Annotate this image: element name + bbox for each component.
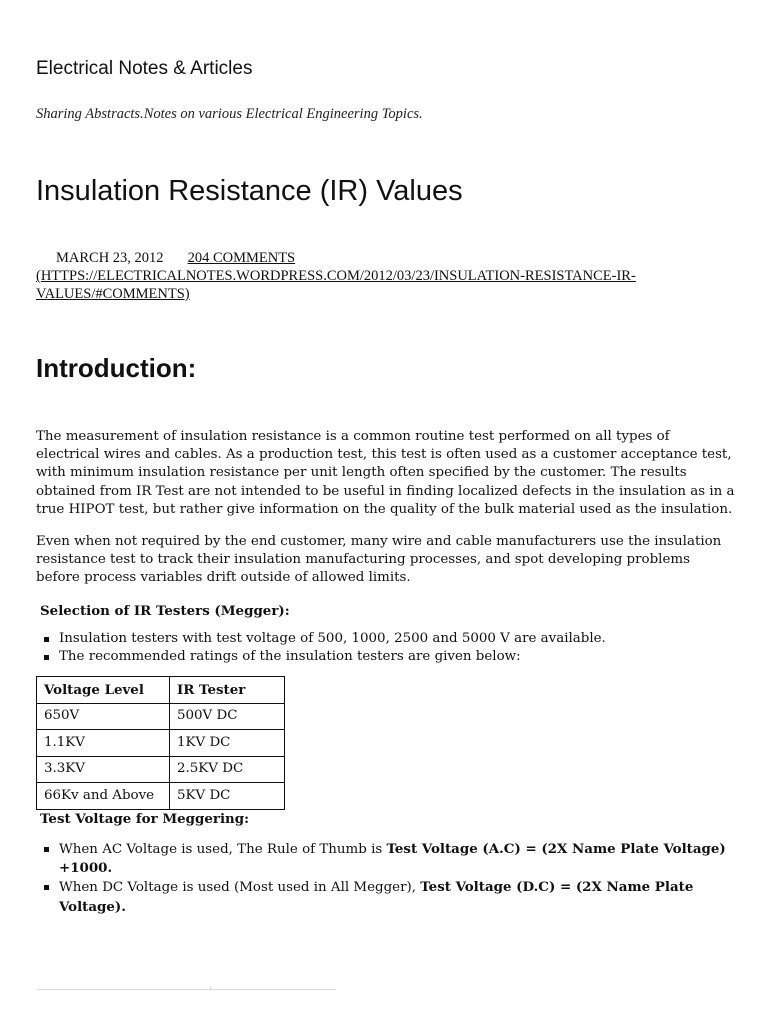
post-meta — [36, 249, 726, 303]
table-row — [37, 783, 285, 810]
table-cell: 3.3KV — [37, 756, 170, 783]
table-cell: 5KV DC — [170, 783, 285, 810]
table-cell: 1KV DC — [170, 730, 285, 757]
test-voltage-heading: Test Voltage for Meggering: — [40, 810, 250, 827]
list-item-formula: Test Voltage (D.C) = (2X Name Plate Voltage). — [59, 879, 694, 915]
list-item-text: When AC Voltage is used, The Rule of Thumb is — [59, 841, 387, 857]
test-voltage-list — [36, 840, 736, 917]
article-body — [36, 428, 736, 927]
intro-paragraph-1: The measurement of insulation resistance is a common routine test performed on all types of electrical wires and cables. As a production test, this test is often used as a customer acceptance test, with minimum insulation resistance per unit length often specified by the customer. The results obtained from IR Test are not intended to be useful in finding localized defects in the insulation as in a true HIPOT test, but rather give information on the quality of the bulk material used as the insulation. — [36, 429, 735, 517]
ir-tester-table — [36, 676, 285, 810]
table-row — [37, 756, 285, 783]
divider-tick — [210, 986, 211, 991]
column-header-ir-tester: IR Tester — [170, 677, 285, 704]
selection-list — [36, 630, 736, 666]
table-cell: 500V DC — [170, 703, 285, 730]
list-item — [59, 840, 736, 878]
table-row — [37, 703, 285, 730]
selection-heading: Selection of IR Testers (Megger): — [40, 602, 290, 619]
list-item-formula: Test Voltage (A.C) = (2X Name Plate Voltage) +1000. — [59, 840, 726, 877]
list-item — [59, 878, 736, 916]
table-cell: 650V — [37, 703, 170, 730]
table-cell: 2.5KV DC — [170, 756, 285, 783]
post-title: Insulation Resistance (IR) Values — [36, 175, 463, 207]
divider — [36, 989, 336, 990]
list-item: The recommended ratings of the insulation testers are given below: — [59, 648, 736, 666]
table-row — [37, 730, 285, 757]
post-date: MARCH 23, 2012 — [56, 250, 164, 266]
intro-paragraph-2: Even when not required by the end customer, many wire and cable manufacturers use the insulation resistance test to track their insulation manufacturing processes, and spot developing problems before process variables drift outside of allowed limits. — [36, 534, 722, 586]
table-cell: 66Kv and Above — [37, 783, 170, 810]
list-item: Insulation testers with test voltage of 500, 1000, 2500 and 5000 V are available. — [59, 630, 736, 648]
comments-link[interactable]: 204 COMMENTS (HTTPS://ELECTRICALNOTES.WORDPRESS.COM/2012/03/23/INSULATION-RESISTANCE-IR-VALUES/#COMMENTS) — [36, 250, 636, 302]
site-tagline: Sharing Abstracts.Notes on various Electrical Engineering Topics. — [36, 106, 423, 122]
table-header-row — [37, 677, 285, 704]
section-heading-introduction: Introduction: — [36, 353, 197, 383]
site-title[interactable]: Electrical Notes & Articles — [36, 58, 253, 79]
list-item-text: When DC Voltage is used (Most used in All Megger), — [59, 880, 421, 896]
column-header-voltage-level: Voltage Level — [37, 677, 170, 704]
table-cell: 1.1KV — [37, 730, 170, 757]
